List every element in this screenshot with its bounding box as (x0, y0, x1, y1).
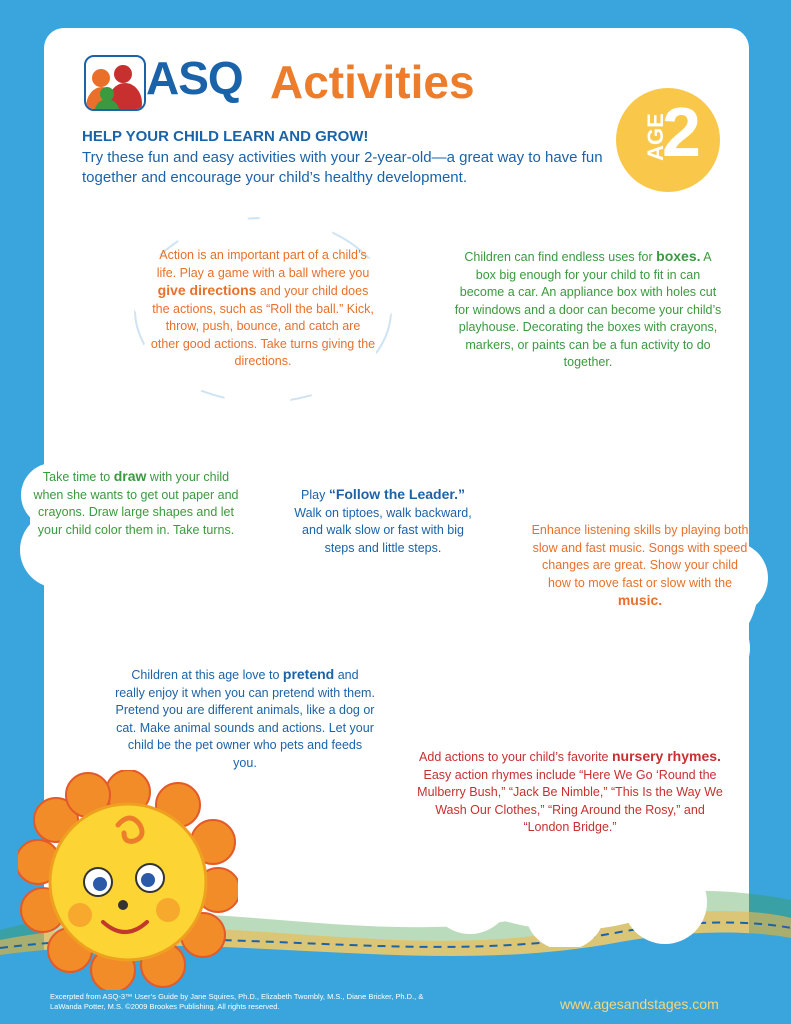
page-title: Activities (270, 56, 475, 108)
intro-text: Try these fun and easy activities with your 2-year-old—a great way to have fun together and encourage your child’s healthy development. (82, 149, 603, 186)
activity-cloud-draw (18, 420, 253, 615)
sun-mascot-icon (18, 770, 238, 990)
activity-text: Children at this age love to pretend and really enjoy it when you can pretend with them. Pretend you are different animals, like a dog or cat. Make animal sounds and actions. Let your child be the pet owner who pets and feeds you. (115, 666, 375, 770)
activity-text: Play “Follow the Leader.” Walk on tiptoes, walk backward, and walk slow or fast with big steps and little steps. (294, 486, 472, 555)
activity-cloud-follow-leader (280, 448, 485, 618)
headline: HELP YOUR CHILD LEARN AND GROW! (82, 128, 369, 145)
activity-cloud-music (510, 478, 770, 693)
activity-text: Take time to draw with your child when she wants to get out paper and crayons. Draw large shapes and let your child color them in. Take turns. (33, 468, 239, 537)
age-number: 2 (662, 93, 701, 171)
activity-cloud-ball (128, 205, 398, 410)
activity-text: Children can find endless uses for boxes. A box big enough for your child to fit in can become a car. An appliance box with holes cut for windows and a door can become your child’s playhouse. Decorating the boxes with crayons, markers, or paints can be a fun activity to do together. (454, 248, 722, 369)
activity-text: Action is an important part of a child’s life. Play a game with a ball where you give directions and your child does the actions, such as “Roll the ball.” Kick, throw, push, bounce, and catch are other good actions. Take turns giving the directions. (150, 248, 376, 368)
age-label: AGE (642, 113, 668, 161)
footer-credit: Excerpted from ASQ-3™ User’s Guide by Jane Squires, Ph.D., Elizabeth Twombly, M.S., Diane Bricker, Ph.D., & LaWanda Potter, M.S. ©2009 Brookes Publishing. All rights reserved. (50, 992, 424, 1011)
footer-url[interactable]: www.agesandstages.com (560, 996, 719, 1012)
age-badge (616, 88, 720, 192)
family-icon (84, 55, 146, 111)
activity-cloud-boxes (435, 212, 740, 457)
logo-wordmark: ASQ (146, 52, 243, 104)
asq-logo (84, 52, 254, 110)
activity-text: Add actions to your child’s favorite nursery rhymes. Easy action rhymes include “Here We Go ‘Round the Mulberry Bush,” “Jack Be Nimble,” “This Is the Way We Wash Our Clothes,” “Ring Around the Rosy,” and “London Bridge.” (417, 748, 723, 834)
activity-cloud-nursery-rhymes (395, 712, 745, 947)
activity-text: Enhance listening skills by playing both slow and fast music. Songs with speed changes are great. Show your child how to move fast or slow with the music. (531, 523, 749, 608)
